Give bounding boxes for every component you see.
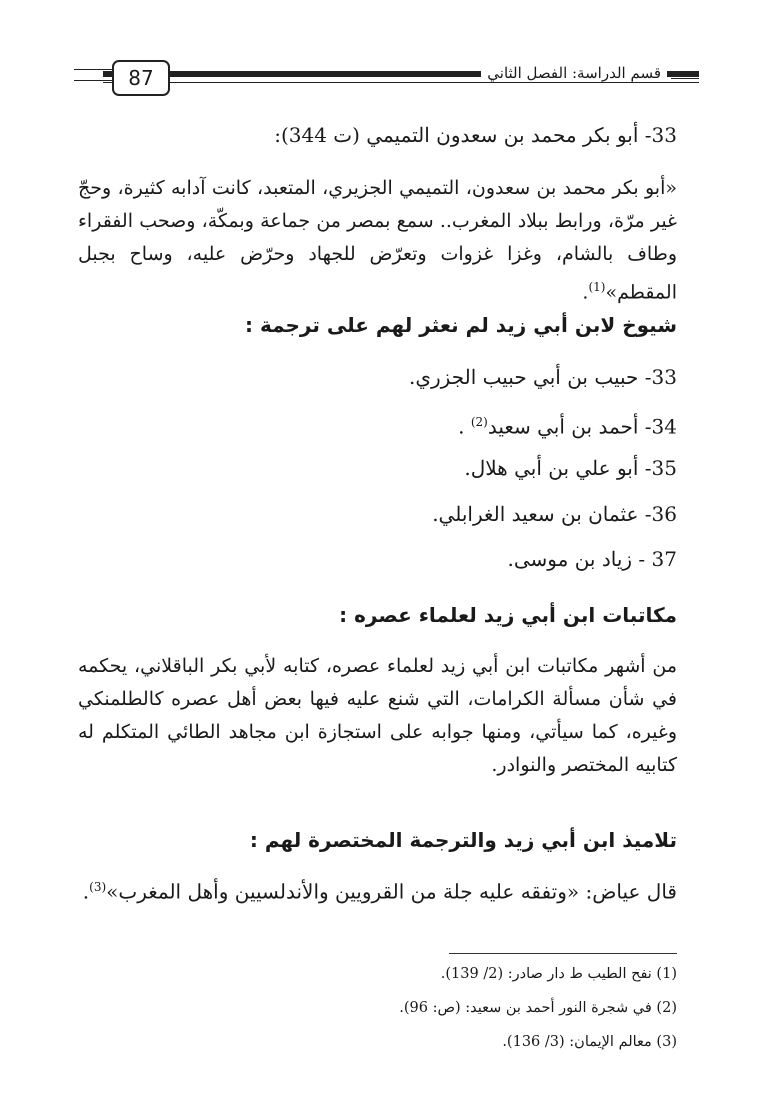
- footnote-ref: (2): [470, 415, 488, 429]
- footnote-ref: (3): [89, 880, 107, 894]
- page-number: 87: [128, 66, 154, 90]
- entry-quote: «أبو بكر محمد بن سعدون، التميمي الجزيري، المتعبد، كانت آدابه كثيرة، وحجّ غير مرّة، ورابط ببلاد المغرب.. سمع بمصر من جماعة وبمكّة، وصحب الفقراء وطاف بالشام، وغزا غزوات وتعرّض للجهاد وحرّض عليه، وساح بجبل المقطم»$^{(1)}$.: [78, 177, 677, 304]
- entry-title: 33- أبو بكر محمد بن سعدون التميمي (ت 344):: [274, 123, 677, 147]
- list-item: 36- عثمان بن سعيد الغرابلي.: [432, 502, 677, 526]
- list-item: 34- أحمد بن أبي سعيد$^{(2)}$ .: [458, 414, 677, 439]
- footnote: (2) في شجرة النور أحمد بن سعيد: (ص: 96).: [399, 1000, 677, 1016]
- header-right-rule: [671, 78, 699, 79]
- header-rule-thin: [103, 82, 699, 83]
- section-heading-shuyukh: شيوخ لابن أبي زيد لم نعثر لهم على ترجمة :: [245, 313, 677, 337]
- footnote-separator: [449, 953, 677, 954]
- footnote: (3) معالم الإيمان: (3/ 136).: [502, 1034, 677, 1050]
- section-heading-mukatabat: مكاتبات ابن أبي زيد لعلماء عصره :: [339, 603, 677, 627]
- page-number-box: [112, 60, 170, 96]
- section-body-mukatabat: من أشهر مكاتبات ابن أبي زيد لعلماء عصره، كتابه لأبي بكر الباقلاني، يحكمه في شأن مسألة الكرامات، التي شنع عليه فيها بعض أهل عصره كالطلمنكي وغيره، كما سيأتي، ومنها جوابه على استجازة ابن مجاهد الطائي المتكلم له كتابيه المختصر والنوادر.: [78, 655, 677, 776]
- section-heading-talamidh: تلاميذ ابن أبي زيد والترجمة المختصرة لهم :: [249, 828, 677, 852]
- list-item: 33- حبيب بن أبي حبيب الجزري.: [409, 365, 677, 389]
- footnote-ref: (1): [588, 280, 606, 294]
- list-item: 35- أبو علي بن أبي هلال.: [464, 456, 677, 480]
- header-left-rule: [74, 69, 114, 70]
- talamidh-quote: قال عياض: «وتفقه عليه جلة من القرويين والأندلسيين وأهل المغرب»$^{(3)}$.: [82, 879, 677, 904]
- header-right-rule: [671, 73, 699, 74]
- header-left-rule: [74, 80, 114, 81]
- running-title: قسم الدراسة: الفصل الثاني: [481, 64, 667, 82]
- list-item: 37 - زياد بن موسى.: [507, 547, 677, 571]
- footnote: (1) نفح الطيب ط دار صادر: (2/ 139).: [440, 966, 677, 982]
